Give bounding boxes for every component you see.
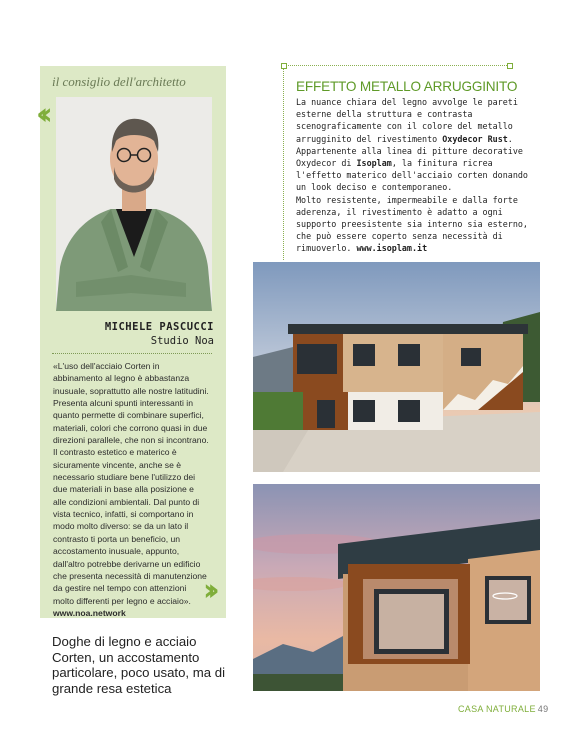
article-frame-top <box>283 65 509 66</box>
house-corner-photo <box>253 484 540 691</box>
photo-caption: Doghe di legno e acciaio Corten, un accostamento particolare, poco usato, ma di grande resa estetica <box>52 634 225 696</box>
article-text: Molto resistente, impermeabile e dalla forte aderenza, il rivestimento è adatto a ogni supporto preesistente sia interno sia esterno, che può essere coperto senza necessità di rimuoverlo. <box>296 194 528 254</box>
company-website-link[interactable]: www.isoplam.it <box>356 243 428 254</box>
company-name: Isoplam <box>356 158 392 169</box>
close-quote-icon: ›› <box>203 573 212 608</box>
studio-website-link[interactable]: www.noa.network <box>53 607 126 618</box>
article-title: EFFETTO METALLO ARRUGGINITO <box>296 79 518 94</box>
open-quote-icon: ‹‹ <box>36 97 45 132</box>
page-footer <box>458 704 548 714</box>
article-text: . Appartenente alla linea di pitture decorative Oxydecor di <box>296 133 523 169</box>
architect-quote <box>53 360 209 619</box>
article-text: La nuance chiara del legno avvolge le pareti esterne della struttura e contrasta scenograficamente con il colore del metallo arrugginito del rivestimento <box>296 97 518 144</box>
article-body <box>296 96 532 255</box>
architect-studio: Studio Noa <box>150 335 214 347</box>
frame-corner-icon <box>507 63 513 69</box>
product-name: Oxydecor Rust <box>442 133 508 144</box>
architect-name: MICHELE PASCUCCI <box>104 321 214 333</box>
sidebar-title: il consiglio dell'architetto <box>52 74 186 89</box>
house-front-photo <box>253 262 540 472</box>
quote-text: «L'uso dell'acciaio Corten in abbinamento al legno è abbastanza inusuale, soprattutto alle nostre latitudini. Presenta alcuni spunti interessanti in quanto permette di combinare superfici, materiali, colori che corrono quasi in due direzioni parallele, che non si incontrano. Il contrasto estetico e materico è sicuramente vincente, anche se è necessario studiare bene l'utilizzo dei due materiali in base alla posizione e alle condizioni ambientali. Dal punto di vista tecnico, infatti, si comportano in modo molto diverso: se da un lato il contrasto ti porta un beneficio, un accostamento inusuale, appunto, dall'altro potrebbe derivarne un edificio che presenta necessità di manutenzione da gestire nel tempo con attenzioni molto differenti per legno e acciaio». <box>53 361 209 606</box>
magazine-name: CASA NATURALE <box>458 704 536 714</box>
divider <box>52 353 212 354</box>
article-frame-left <box>283 65 284 260</box>
article-text: , la finitura ricrea l'effetto materico dell'acciaio corten donando un look deciso e contemporaneo. <box>296 158 528 193</box>
page-number: 49 <box>537 704 549 714</box>
frame-corner-icon <box>281 63 287 69</box>
architect-portrait <box>56 97 212 311</box>
